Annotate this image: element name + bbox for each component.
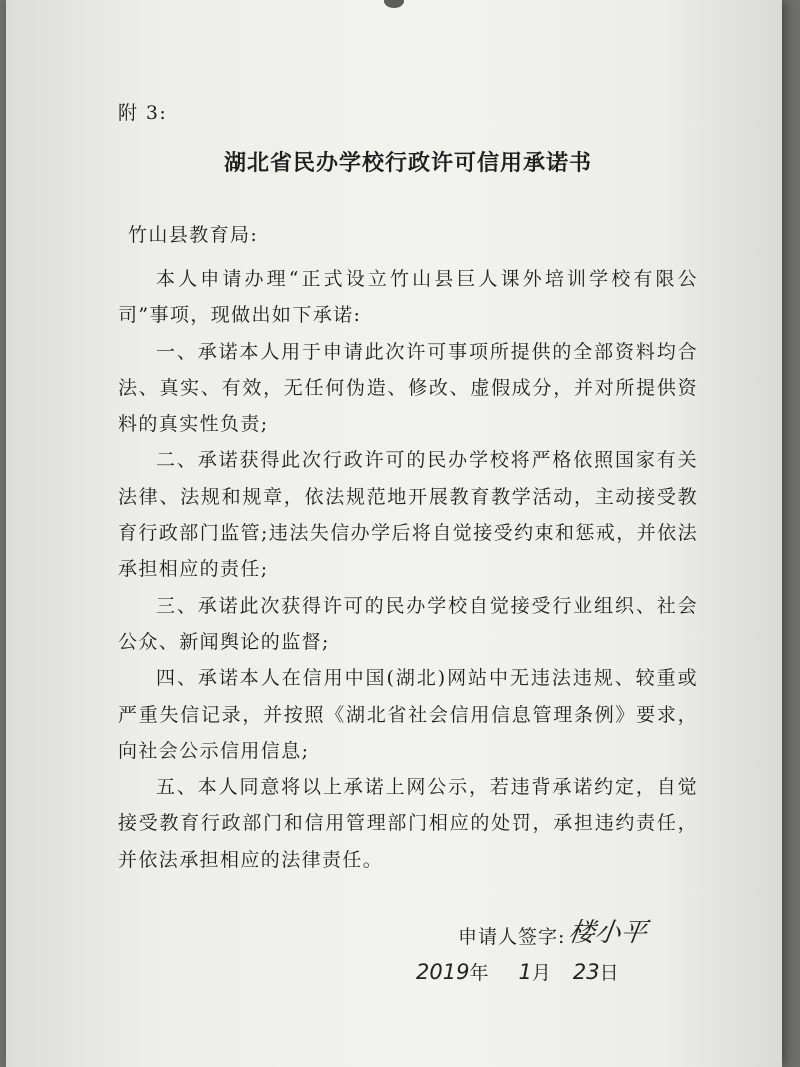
date-month: 1 [518,960,532,984]
punch-hole [384,0,404,8]
commitment-3: 三、承诺此次获得许可的民办学校自觉接受行业组织、社会公众、新闻舆论的监督; [118,594,698,653]
date-day: 23 [572,960,600,984]
commitment-5: 五、本人同意将以上承诺上网公示，若违背承诺约定，自觉接受教育行政部门和信用管理部门相应的处罚，承担违约责任，并依法承担相应的法律责任。 [118,776,698,871]
commitment-1: 一、承诺本人用于申请此次许可事项所提供的全部资料均合法、真实、有效，无任何伪造、修改、虚假成分，并对所提供资料的真实性负责; [118,340,698,436]
signature-label: 申请人签字: [458,926,566,948]
intro-paragraph: 本人申请办理“正式设立竹山县巨人课外培训学校有限公司”事项，现做出如下承诺: [118,268,698,327]
date-month-unit: 月 [531,962,551,984]
date-day-unit: 日 [599,962,619,984]
attachment-label: 附 3: [118,102,168,124]
date-year-unit: 年 [469,962,489,984]
signature-block [458,912,650,949]
commitment-4: 四、承诺本人在信用中国(湖北)网站中无违法违规、较重或严重失信记录，并按照《湖北省社会信用信息管理条例》要求，向社会公示信用信息; [118,667,698,762]
document-title: 湖北省民办学校行政许可信用承诺书 [223,151,592,176]
document-body [118,98,698,878]
date-year: 2019 [416,960,470,984]
handwritten-signature: 楼小平 [566,918,650,948]
date-line [416,958,619,985]
addressee: 竹山县教育局: [128,224,259,246]
paper-sheet [6,0,782,1067]
commitment-2: 二、承诺获得此次行政许可的民办学校将严格依照国家有关法律、法规和规章，依法规范地开展教育教学活动，主动接受教育行政部门监管;违法失信办学后将自觉接受约束和惩戒，并依法承担相应的责任; [118,449,698,581]
